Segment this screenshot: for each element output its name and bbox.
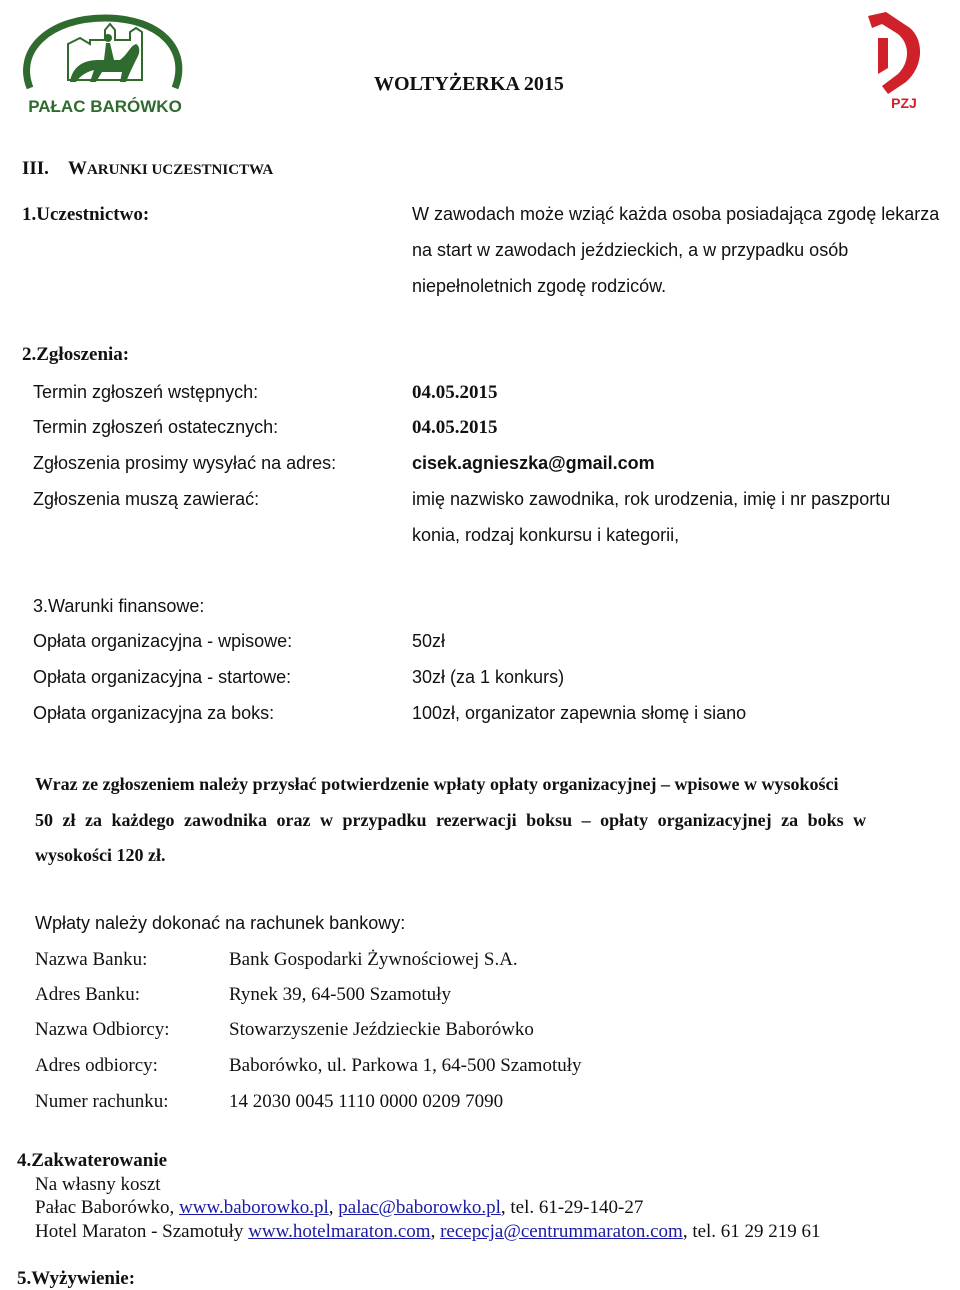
accommodation-name: Hotel Maraton - Szamotuły: [35, 1221, 249, 1242]
zywienie-heading: 5.Wyżywienie:: [17, 1268, 136, 1289]
zgloszenia-row-value: 04.05.2015: [412, 417, 498, 438]
finanse-row-value: 100zł, organizator zapewnia słomę i siano: [412, 703, 747, 723]
pzj-logo: [858, 8, 940, 113]
finanse-row-label: Opłata organizacyjna - wpisowe:: [33, 631, 293, 651]
zgloszenia-row-label: Termin zgłoszeń wstępnych:: [33, 382, 259, 402]
accommodation-palac: [35, 1198, 643, 1219]
zgloszenia-row-label: Termin zgłoszeń ostatecznych:: [33, 417, 279, 437]
payment-notice-line: wysokości 120 zł.: [35, 845, 166, 865]
bank-row-value: Bank Gospodarki Żywnościowej S.A.: [229, 949, 518, 970]
account-number: 14 2030 0045 1110 0000 0209 7090: [229, 1091, 504, 1112]
palac-email-link[interactable]: palac@baborowko.pl: [338, 1197, 501, 1218]
bank-intro: Wpłaty należy dokonać na rachunek bankowy:: [35, 913, 406, 933]
bank-row-label: Numer rachunku:: [35, 1091, 169, 1112]
palac-website-link[interactable]: www.baborowko.pl: [179, 1197, 329, 1218]
uczestnictwo-label: 1.Uczestnictwo:: [22, 204, 150, 225]
hotel-website-link[interactable]: www.hotelmaraton.com: [248, 1221, 431, 1242]
payment-notice-line: 50 zł za każdego zawodnika oraz w przypadku rezerwacji boksu – opłaty organizacyjnej za boks w: [35, 810, 867, 830]
zgloszenia-row-value-cont: konia, rodzaj konkursu i kategorii,: [412, 525, 680, 545]
section-number: III.: [22, 158, 49, 179]
uczestnictwo-line: na start w zawodach jeździeckich, a w przypadku osób: [412, 240, 849, 260]
page-title: WOLTYŻERKA 2015: [374, 73, 564, 95]
zgloszenia-email[interactable]: cisek.agnieszka@gmail.com: [412, 453, 655, 473]
bank-row-value: Rynek 39, 64-500 Szamotuły: [229, 984, 451, 1005]
uczestnictwo-line: W zawodach może wziąć każda osoba posiadająca zgodę lekarza: [412, 204, 940, 224]
accommodation-phone: , tel. 61-29-140-27: [500, 1197, 644, 1218]
finanse-row-label: Opłata organizacyjna za boks:: [33, 703, 275, 723]
bank-row-value: Stowarzyszenie Jeździeckie Baborówko: [229, 1019, 534, 1040]
hotel-email-link[interactable]: recepcja@centrummaraton.com: [440, 1221, 683, 1242]
bank-row-value: Baborówko, ul. Parkowa 1, 64-500 Szamotuły: [229, 1055, 582, 1076]
section-heading: [22, 159, 273, 180]
accommodation-hotel: [35, 1222, 821, 1243]
accommodation-phone: , tel. 61 29 219 61: [682, 1221, 821, 1242]
zakwaterowanie-note: Na własny koszt: [35, 1174, 161, 1195]
bank-row-label: Nazwa Odbiorcy:: [35, 1019, 170, 1040]
uczestnictwo-line: niepełnoletnich zgodę rodziców.: [412, 276, 667, 296]
section-title-first: W: [67, 158, 87, 179]
separator: ,: [430, 1221, 441, 1242]
zgloszenia-row-label: Zgłoszenia muszą zawierać:: [33, 489, 260, 509]
finanse-row-label: Opłata organizacyjna - startowe:: [33, 667, 292, 687]
finanse-row-value: 50zł: [412, 631, 446, 651]
bank-row-label: Nazwa Banku:: [35, 949, 148, 970]
zgloszenia-row-value: 04.05.2015: [412, 382, 498, 403]
payment-notice-line: Wraz ze zgłoszeniem należy przysłać potwierdzenie wpłaty opłaty organizacyjnej – wpisowe w wysokości: [35, 774, 839, 794]
zakwaterowanie-heading: 4.Zakwaterowanie: [17, 1150, 168, 1171]
logo-text: PAŁAC BARÓWKO: [28, 97, 182, 116]
accommodation-name: Pałac Baborówko,: [35, 1197, 180, 1218]
bank-row-label: Adres Banku:: [35, 984, 141, 1005]
zgloszenia-row-value: imię nazwisko zawodnika, rok urodzenia, imię i nr paszportu: [412, 489, 891, 509]
finanse-row-value: 30zł (za 1 konkurs): [412, 667, 565, 687]
bank-row-label: Adres odbiorcy:: [35, 1055, 158, 1076]
zgloszenia-row-label: Zgłoszenia prosimy wysyłać na adres:: [33, 453, 337, 473]
section-title-rest: ARUNKI UCZESTNICTWA: [86, 162, 274, 178]
pzj-text: PZJ: [891, 95, 917, 111]
zgloszenia-heading: 2.Zgłoszenia:: [22, 344, 130, 365]
finanse-heading: 3.Warunki finansowe:: [33, 596, 205, 616]
separator: ,: [328, 1197, 339, 1218]
palac-baborowko-logo: [10, 10, 200, 120]
